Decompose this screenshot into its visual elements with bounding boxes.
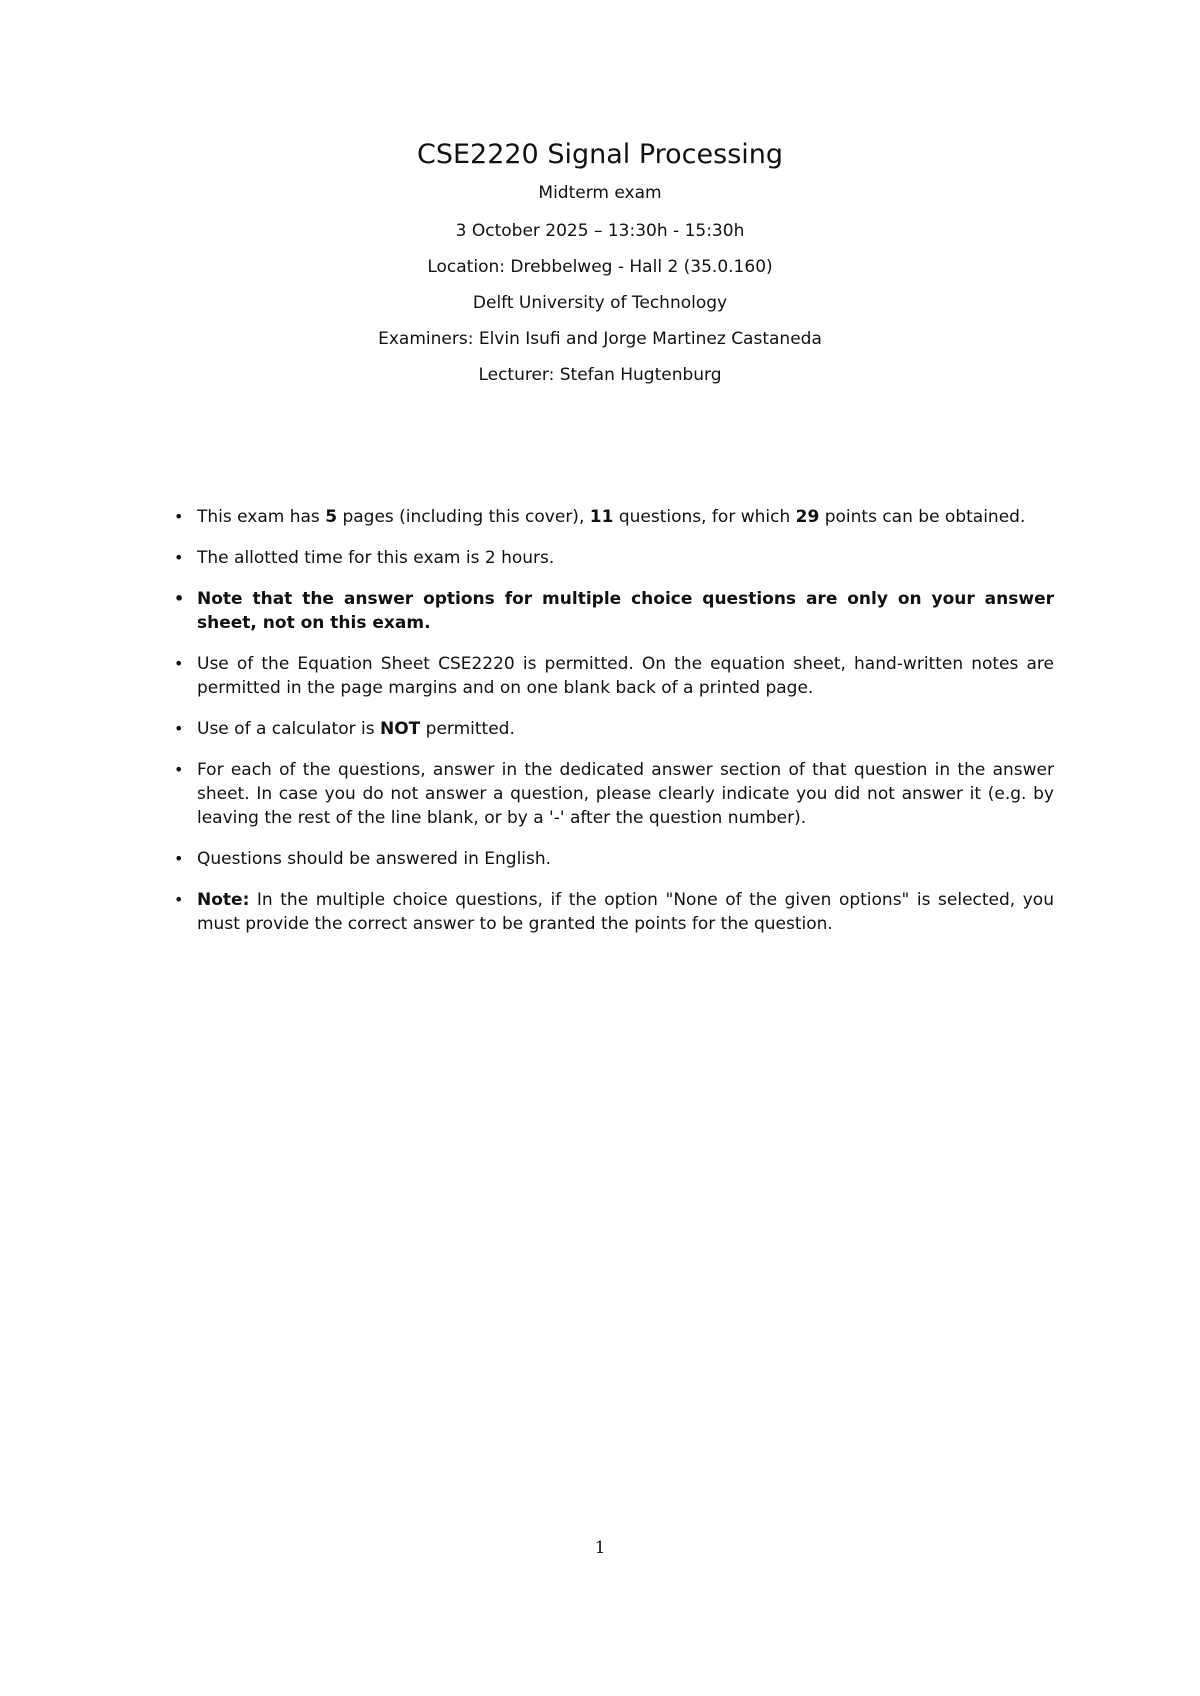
instruction-text: Note that the answer options for multiple choice questions are only on your answer sheet, not on this exam. (197, 589, 1054, 633)
instruction-text: Use of the Equation Sheet CSE2220 is permitted. On the equation sheet, hand-written notes are permitted in the page margins and on one blank back of a printed page. (197, 654, 1054, 698)
points-count: 29 (795, 507, 820, 527)
bullet-icon: • (174, 890, 184, 909)
exam-date-time: 3 October 2025 – 13:30h - 15:30h (455, 221, 745, 241)
instruction-item (174, 652, 1054, 700)
exam-lecturer: Lecturer: Stefan Hugtenburg (478, 365, 722, 385)
page-number: 1 (594, 1538, 606, 1558)
instruction-item (174, 758, 1054, 830)
bullet-icon: • (174, 760, 184, 779)
page-count: 5 (325, 507, 338, 527)
instruction-text: For each of the questions, answer in the dedicated answer section of that question in the answer sheet. In case you do not answer a question, please clearly indicate you did not answer it (e.g. by leaving the rest of the line blank, or by a '-' after the question number). (197, 760, 1054, 828)
instruction-text: permitted. (420, 719, 515, 739)
instruction-text: The allotted time for this exam is 2 hours. (197, 548, 555, 568)
bullet-icon: • (174, 654, 184, 673)
exam-examiners: Examiners: Elvin Isufi and Jorge Martinez Castaneda (378, 329, 822, 349)
exam-title: CSE2220 Signal Processing (416, 139, 784, 170)
instruction-text: Questions should be answered in English. (197, 849, 552, 869)
question-count: 11 (589, 507, 614, 527)
instruction-emphasis: NOT (379, 719, 421, 739)
instruction-text: Use of a calculator is (197, 719, 380, 739)
instruction-item (174, 546, 1054, 570)
instruction-text: This exam has (197, 507, 326, 527)
bullet-icon: • (174, 589, 185, 608)
instruction-item (174, 505, 1054, 529)
exam-subtitle: Midterm exam (538, 183, 662, 203)
instruction-text: pages (including this cover), (337, 507, 590, 527)
bullet-icon: • (174, 548, 184, 567)
instruction-item (174, 888, 1054, 936)
instruction-text: questions, for which (613, 507, 796, 527)
bullet-icon: • (174, 719, 184, 738)
instruction-text: In the multiple choice questions, if the option "None of the given options" is selected, you must provide the correct answer to be granted the points for the question. (197, 890, 1054, 934)
exam-instructions-list (174, 505, 1054, 953)
bullet-icon: • (174, 507, 184, 526)
exam-university: Delft University of Technology (472, 293, 728, 313)
instruction-item (174, 717, 1054, 741)
exam-location: Location: Drebbelweg - Hall 2 (35.0.160) (427, 257, 773, 277)
instruction-emphasis: Note: (197, 890, 250, 910)
instruction-item (174, 847, 1054, 871)
bullet-icon: • (174, 849, 184, 868)
instruction-text: points can be obtained. (819, 507, 1026, 527)
exam-header (0, 138, 1200, 400)
instruction-item (174, 587, 1054, 635)
